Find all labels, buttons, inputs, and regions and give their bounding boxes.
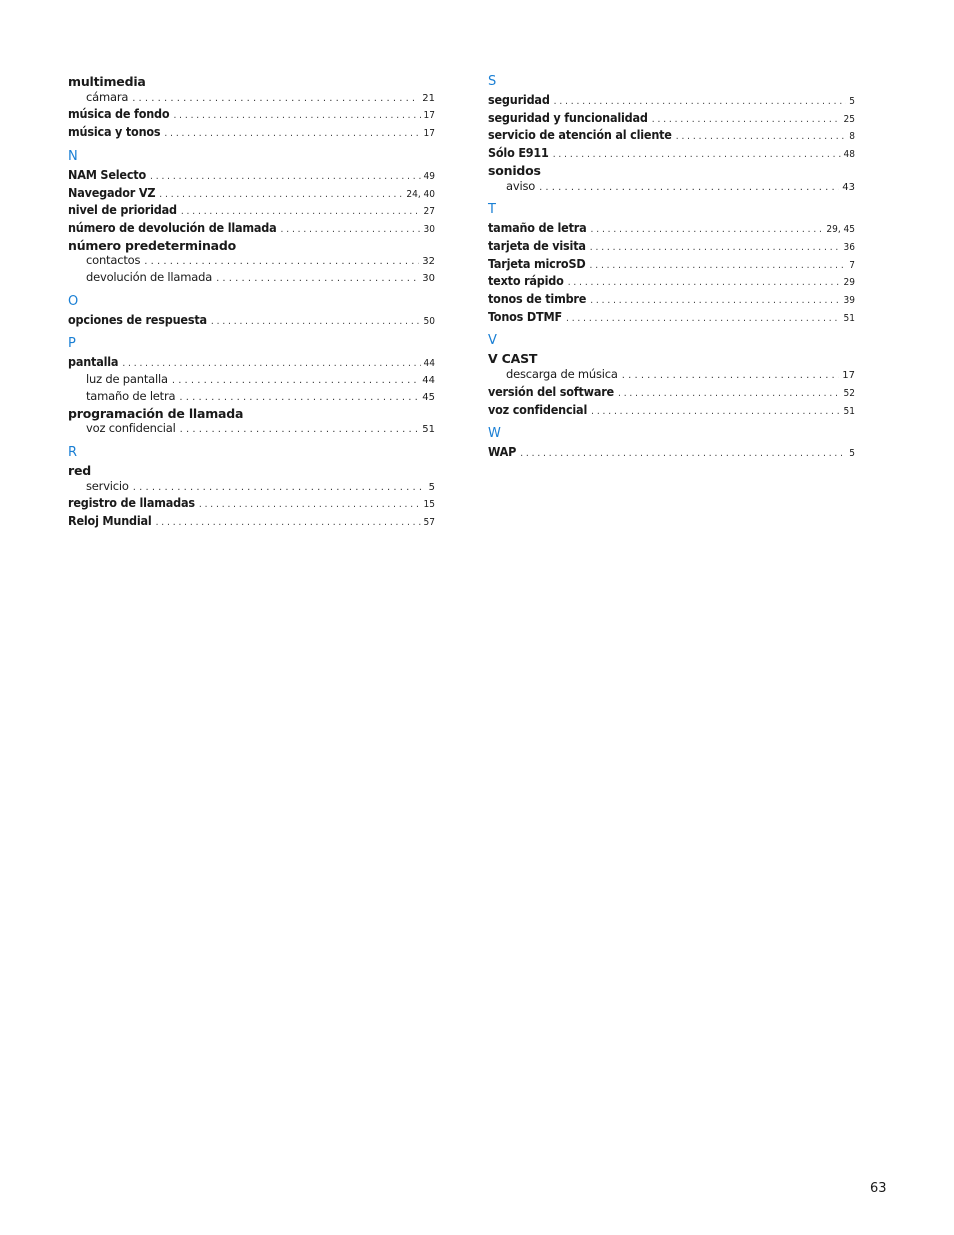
dot-leader bbox=[553, 147, 841, 163]
index-term: descarga de música bbox=[506, 367, 618, 382]
index-entry-musica-de-fondo bbox=[68, 106, 435, 124]
index-entry-wap bbox=[488, 444, 855, 462]
index-entry-tarjeta-de-visita bbox=[488, 238, 855, 256]
index-page-ref: 39 bbox=[843, 295, 855, 307]
index-subentry-aviso bbox=[488, 179, 855, 196]
dot-leader bbox=[133, 480, 426, 496]
index-term: contactos bbox=[86, 253, 141, 268]
index-page-ref: 17 bbox=[842, 370, 855, 382]
dot-leader bbox=[144, 254, 419, 270]
index-page-ref: 30 bbox=[422, 273, 435, 285]
dot-leader bbox=[591, 222, 824, 238]
index-entry-servicio-de-atencion-al-cliente bbox=[488, 127, 855, 145]
index-term: música y tonos bbox=[68, 124, 161, 140]
index-entry-nam-selecto bbox=[68, 167, 435, 185]
index-entry-opciones-de-respuesta bbox=[68, 312, 435, 330]
dot-leader bbox=[156, 515, 421, 531]
index-letter-w: W bbox=[488, 426, 501, 442]
index-page-ref: 43 bbox=[842, 181, 855, 193]
index-page-ref: 29, 45 bbox=[826, 224, 855, 236]
index-letter-n: N bbox=[68, 148, 78, 164]
index-heading-v-cast: V CAST bbox=[488, 351, 538, 367]
dot-leader bbox=[199, 497, 421, 513]
index-column-right bbox=[488, 74, 855, 462]
index-letter-p: P bbox=[68, 336, 76, 352]
index-letter-v: V bbox=[488, 333, 497, 349]
index-entry-pantalla bbox=[68, 354, 435, 372]
dot-leader bbox=[554, 94, 847, 110]
dot-leader bbox=[164, 126, 420, 142]
index-page-ref: 5 bbox=[849, 96, 855, 107]
index-term: Tonos DTMF bbox=[488, 308, 562, 324]
index-term: cámara bbox=[86, 89, 129, 104]
index-term: opciones de respuesta bbox=[68, 311, 207, 327]
index-entry-tonos-de-timbre bbox=[488, 291, 855, 309]
index-page-ref: 25 bbox=[843, 113, 855, 125]
index-page-ref: 51 bbox=[843, 405, 855, 417]
index-page-ref: 49 bbox=[423, 170, 435, 182]
index-heading-multimedia: multimedia bbox=[68, 74, 146, 89]
index-term: voz confidencial bbox=[86, 421, 176, 436]
index-page-ref: 51 bbox=[422, 424, 435, 436]
index-letter-t: T bbox=[488, 202, 496, 218]
index-page-ref: 44 bbox=[423, 358, 435, 370]
index-page-ref: 29 bbox=[843, 277, 855, 289]
dot-leader bbox=[622, 368, 840, 384]
dot-leader bbox=[216, 271, 419, 287]
dot-leader bbox=[566, 311, 841, 327]
index-subentry-tamano-de-letra bbox=[68, 389, 435, 406]
index-entry-nivel-de-prioridad bbox=[68, 202, 435, 220]
index-page-ref: 5 bbox=[849, 448, 855, 460]
index-entry-seguridad bbox=[488, 92, 855, 110]
index-letter-s: S bbox=[488, 74, 497, 89]
index-page-ref: 17 bbox=[423, 128, 435, 140]
index-subentry-voz-confidencial bbox=[68, 421, 435, 438]
index-heading-sonidos: sonidos bbox=[488, 162, 541, 178]
dot-leader bbox=[122, 356, 420, 372]
index-term: música de fondo bbox=[68, 106, 170, 122]
dot-leader bbox=[211, 314, 421, 330]
dot-leader bbox=[676, 129, 847, 145]
index-page-ref: 50 bbox=[423, 315, 435, 327]
index-entry-tamano-de-letra bbox=[488, 220, 855, 238]
dot-leader bbox=[568, 275, 841, 291]
index-heading-numero-predeterminado: número predeterminado bbox=[68, 237, 237, 253]
index-term: Navegador VZ bbox=[68, 184, 156, 200]
dot-leader bbox=[281, 222, 421, 238]
index-heading-red: red bbox=[68, 462, 91, 478]
index-term: Reloj Mundial bbox=[68, 513, 152, 529]
index-term: número de devolución de llamada bbox=[68, 219, 277, 235]
dot-leader bbox=[652, 112, 841, 128]
index-entry-seguridad-y-funcionalidad bbox=[488, 110, 855, 128]
index-page-ref: 36 bbox=[843, 241, 855, 253]
page-number: 63 bbox=[870, 1181, 887, 1196]
dot-leader bbox=[180, 422, 420, 438]
index-term: seguridad y funcionalidad bbox=[488, 109, 648, 125]
index-entry-voz-confidencial bbox=[488, 402, 855, 420]
index-page-ref: 45 bbox=[422, 391, 435, 403]
index-column-left bbox=[68, 74, 435, 531]
dot-leader bbox=[172, 373, 419, 389]
index-term: texto rápido bbox=[488, 273, 564, 289]
index-entry-solo-e911 bbox=[488, 145, 855, 163]
index-subentry-camara bbox=[68, 90, 435, 107]
index-subentry-descarga-de-musica bbox=[488, 367, 855, 384]
index-page-ref: 17 bbox=[423, 110, 435, 122]
index-term: pantalla bbox=[68, 354, 119, 370]
index-term: servicio bbox=[86, 478, 129, 493]
dot-leader bbox=[173, 108, 420, 124]
index-term: devolución de llamada bbox=[86, 270, 213, 285]
index-page-ref: 44 bbox=[422, 375, 435, 387]
index-letter-r: R bbox=[68, 444, 78, 460]
index-term: tamaño de letra bbox=[86, 388, 176, 403]
index-letter-o: O bbox=[68, 293, 79, 309]
index-term: Sólo E911 bbox=[488, 145, 549, 161]
index-entry-navegador-vz bbox=[68, 185, 435, 203]
index-page-ref: 27 bbox=[423, 206, 435, 218]
index-entry-tarjeta-microsd bbox=[488, 256, 855, 274]
index-subentry-devolucion-de-llamada bbox=[68, 270, 435, 287]
index-term: registro de llamadas bbox=[68, 495, 195, 511]
index-page-ref: 57 bbox=[423, 517, 435, 529]
index-term: voz confidencial bbox=[488, 401, 588, 417]
index-page-ref: 8 bbox=[849, 131, 855, 143]
index-entry-numero-de-devolucion-de-llamada bbox=[68, 220, 435, 238]
index-term: nivel de prioridad bbox=[68, 202, 177, 218]
index-term: WAP bbox=[488, 444, 517, 460]
dot-leader bbox=[520, 446, 846, 462]
index-entry-registro-de-llamadas bbox=[68, 495, 435, 513]
index-term: seguridad bbox=[488, 92, 550, 107]
index-subentry-contactos bbox=[68, 253, 435, 270]
dot-leader bbox=[181, 204, 421, 220]
dot-leader bbox=[159, 187, 403, 203]
index-term: servicio de atención al cliente bbox=[488, 127, 672, 143]
index-term: Tarjeta microSD bbox=[488, 255, 586, 271]
index-entry-tonos-dtmf bbox=[488, 309, 855, 327]
index-term: tamaño de letra bbox=[488, 220, 587, 236]
index-page-ref: 24, 40 bbox=[406, 188, 435, 200]
dot-leader bbox=[590, 258, 847, 274]
index-page-ref: 51 bbox=[843, 312, 855, 324]
index-term: NAM Selecto bbox=[68, 166, 147, 182]
index-page-ref: 5 bbox=[428, 481, 435, 493]
dot-leader bbox=[150, 169, 421, 185]
index-term: tarjeta de visita bbox=[488, 237, 586, 253]
index-entry-version-del-software bbox=[488, 384, 855, 402]
index-page-ref: 15 bbox=[423, 499, 435, 511]
index-subentry-luz-de-pantalla bbox=[68, 372, 435, 389]
index-page-ref: 52 bbox=[843, 387, 855, 399]
index-term: versión del software bbox=[488, 383, 614, 399]
index-subentry-servicio bbox=[68, 479, 435, 496]
dot-leader bbox=[590, 293, 840, 309]
index-term: aviso bbox=[506, 178, 536, 193]
index-term: tonos de timbre bbox=[488, 291, 587, 307]
dot-leader bbox=[591, 404, 840, 420]
index-page-ref: 21 bbox=[422, 92, 435, 104]
dot-leader bbox=[179, 390, 419, 406]
index-page-ref: 7 bbox=[849, 259, 855, 271]
index-entry-reloj-mundial bbox=[68, 513, 435, 531]
index-term: luz de pantalla bbox=[86, 372, 168, 387]
dot-leader bbox=[132, 91, 419, 107]
dot-leader bbox=[618, 386, 841, 402]
dot-leader bbox=[590, 240, 841, 256]
index-page-ref: 48 bbox=[843, 149, 855, 161]
index-entry-texto-rapido bbox=[488, 273, 855, 291]
index-entry-musica-y-tonos bbox=[68, 124, 435, 142]
index-page-ref: 32 bbox=[422, 256, 435, 268]
dot-leader bbox=[539, 180, 839, 196]
index-page-ref: 30 bbox=[423, 223, 435, 235]
index-heading-programacion-de-llamada: programación de llamada bbox=[68, 405, 244, 421]
